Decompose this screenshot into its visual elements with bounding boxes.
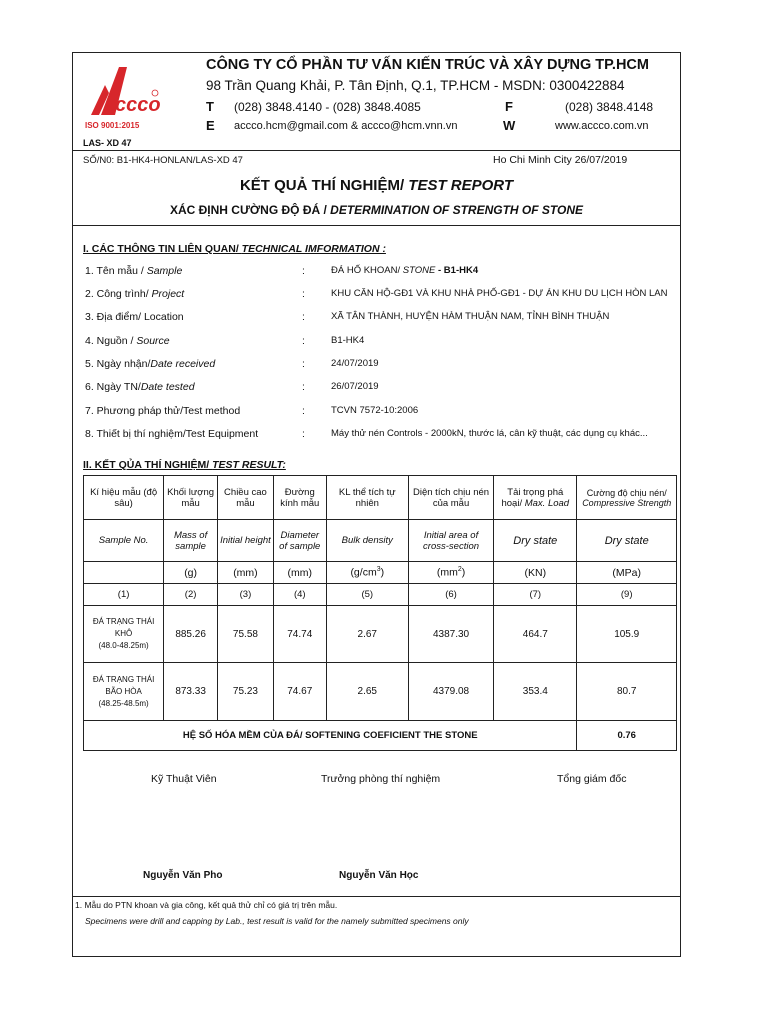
results-table	[83, 475, 677, 751]
table-row: ĐÁ TRẠNG THÁI KHÔ (48.0-48.25m) 885.26 75.58 74.74 2.67 4387.30 464.7 105.9	[84, 606, 677, 663]
report-page: ccco ISO 9001:2015 CÔNG TY CỔ PHẦN TƯ VẤN KIẾN TRÚC VÀ XÂY DỰNG TP.HCM 98 Trần Quang Khải, P. Tân Định, Q.1, TP.HCM - MSDN: 0300422884 T E (028) 3848.4140 - (028) 3848.4085 accco.hcm@gmail.com & accco@hcm.vnn.vn F W (028) 3848.4148 www.accco.com.vn LAS- XD 47 SỐ/N0: B1-HK4-HONLAN/LAS-XD 47 Ho Chi Minh City 26/07/2019 KẾT QUẢ THÍ NGHIỆM/ TEST REPORT XÁC ĐỊNH CƯỜNG ĐỘ ĐÁ / DETERMINATION OF STRENGTH OF STONE I. CÁC THÔNG TIN LIÊN QUAN/ TECHNICAL IMFORMATION : 1. Tên mẫu / Sample : ĐÁ HỐ KHOAN/ STONE - B1-HK4 2. Công trình/ Project : KHU CĂN HỘ-GĐ1 VÀ KHU NHÀ PHỐ-GĐ1 - DỰ ÁN KHU DU LỊCH HÒN LAN 3. Địa điểm/ Location : XÃ TÂN THÀNH, HUYỆN HÀM THUẬN NAM, TỈNH BÌNH THUẬN 4. Nguồn / Source : B1-HK4 5. Ngày nhận/Date received : 24/07/2019 6. Ngày TN/Date tested : 26/07/2019 7. Phương pháp thử/Test method : TCVN 7572-10:2006 8. Thiết bị thí nghiệm/Test Equipment : Máy thử nén Controls - 2000kN, thước lá, cân kỹ thuật, các dụng cụ khác... II. KẾT QỦA THÍ NGHIỆM/ TEST RESULT: Kí hiệu mẫu (độ sâu) Khối lượng mẫu Chiều cao mẫu Đường kính mẫu KL thể tích tự nhiên Diện tích chịu nén của mẫu Tải trọng phá hoại/ Max. Load Cường độ chịu nén/ Compressive Strength Sample No. Mass of sample Initial height Diameter of sample Bulk density Initial area of cross-section Dry state Dry state (g) (mm) (mm) $(g/cm^3)$ $(mm^2)$ (KN) (MPa) (1) (2) (3) (4) (5) (6) (7) (9) ĐÁ TRẠNG THÁI KHÔ (48.0-48.25m) 885.26 75.58 74.74 2.67 4387.30 464.7 105.9 ĐÁ TRẠNG THÁI BÃO HÒA (48.25-48.5m) 873.33 75.23 74.67 2.65 4379.08 353.4 80.7 HỆ SỐ HÓA MỀM CỦA ĐÁ/ SOFTENING COEFICIENT THE STONE 0.76 Kỹ Thuật Viên Trưởng phòng thí nghiệm Tổng giám đốc Nguyễn Văn Pho Nguyễn Văn Học 1. Mẫu do PTN khoan và gia công, kết quả thử chỉ có giá trị trên mẫu. Specimens were drill and capping by Lab., test result is valid for the namely submitted specimens only	[72, 52, 681, 957]
fax-value: (028) 3848.4148	[565, 100, 654, 114]
email-value: accco.hcm@gmail.com & accco@hcm.vnn.vn	[234, 120, 458, 132]
document-number: SỐ/N0: B1-HK4-HONLAN/LAS-XD 47	[83, 155, 243, 166]
email-label: E	[206, 118, 215, 133]
document-date: Ho Chi Minh City 26/07/2019	[493, 154, 628, 166]
title-vn: KẾT QUẢ THÍ NGHIỆM/	[239, 177, 409, 194]
signature-title-director: Tổng giám đốc	[557, 773, 627, 785]
svg-text:ccco: ccco	[115, 94, 161, 116]
logo-icon	[85, 63, 161, 121]
subtitle-en: DETERMINATION OF STRENGTH OF STONE	[330, 203, 584, 217]
table-header-en: Sample No. Mass of sample Initial height Diameter of sample Bulk density Initial area of cross-section Dry state Dry state	[84, 520, 677, 562]
company-address: 98 Trần Quang Khải, P. Tân Định, Q.1, TP.HCM - MSDN: 0300422884	[206, 78, 625, 93]
signature-title-lab-head: Trưởng phòng thí nghiệm	[321, 773, 441, 785]
title-divider	[73, 225, 680, 226]
header-divider	[73, 150, 680, 151]
footnote-vn: 1. Mẫu do PTN khoan và gia công, kết quả thử chỉ có giá trị trên mẫu.	[75, 900, 338, 910]
web-label: W	[503, 118, 516, 133]
softening-row	[84, 721, 677, 751]
softening-label: HỆ SỐ HÓA MỀM CỦA ĐÁ/ SOFTENING COEFICIENT THE STONE	[84, 721, 577, 751]
lab-code: LAS- XD 47	[83, 138, 132, 148]
footer-divider	[73, 896, 680, 897]
tel-value: (028) 3848.4140 - (028) 3848.4085	[234, 100, 421, 114]
company-logo	[85, 63, 161, 135]
subtitle-vn: XÁC ĐỊNH CƯỜNG ĐỘ ĐÁ /	[169, 203, 331, 217]
softening-value: 0.76	[577, 721, 677, 751]
table-row: ĐÁ TRẠNG THÁI BÃO HÒA (48.25-48.5m) 873.33 75.23 74.67 2.65 4379.08 353.4 80.7	[84, 663, 677, 721]
footnote-en: Specimens were drill and capping by Lab., test result is valid for the namely submitted specimens only	[85, 916, 469, 926]
title-en: TEST REPORT	[408, 177, 514, 194]
table-units-row: (g) (mm) (mm) $(g/cm^3)$ $(mm^2)$ (KN) (MPa)	[84, 562, 677, 584]
section-technical-info: I. CÁC THÔNG TIN LIÊN QUAN/ TECHNICAL IMFORMATION :	[83, 243, 386, 255]
tel-label: T	[206, 99, 214, 114]
company-name: CÔNG TY CỔ PHẦN TƯ VẤN KIẾN TRÚC VÀ XÂY DỰNG TP.HCM	[206, 57, 649, 73]
table-colnum-row: (1) (2) (3) (4) (5) (6) (7) (9)	[84, 584, 677, 606]
table-header-vn: Kí hiệu mẫu (độ sâu) Khối lượng mẫu Chiều cao mẫu Đường kính mẫu KL thể tích tự nhiên Diện tích chịu nén của mẫu Tải trọng phá hoại/ Max. Load Cường độ chịu nén/ Compressive Strength	[84, 476, 677, 520]
web-value: www.accco.com.vn	[555, 120, 649, 132]
fax-label: F	[505, 99, 513, 114]
iso-label: ISO 9001:2015	[85, 121, 140, 130]
report-title	[73, 177, 680, 194]
report-subtitle	[73, 203, 680, 217]
signature-title-technician: Kỹ Thuật Viên	[151, 773, 217, 785]
section-test-result: II. KẾT QỦA THÍ NGHIỆM/ TEST RESULT:	[83, 459, 286, 471]
signature-name-lab-head: Nguyễn Văn Học	[339, 870, 419, 881]
signature-name-technician: Nguyễn Văn Pho	[143, 870, 223, 881]
